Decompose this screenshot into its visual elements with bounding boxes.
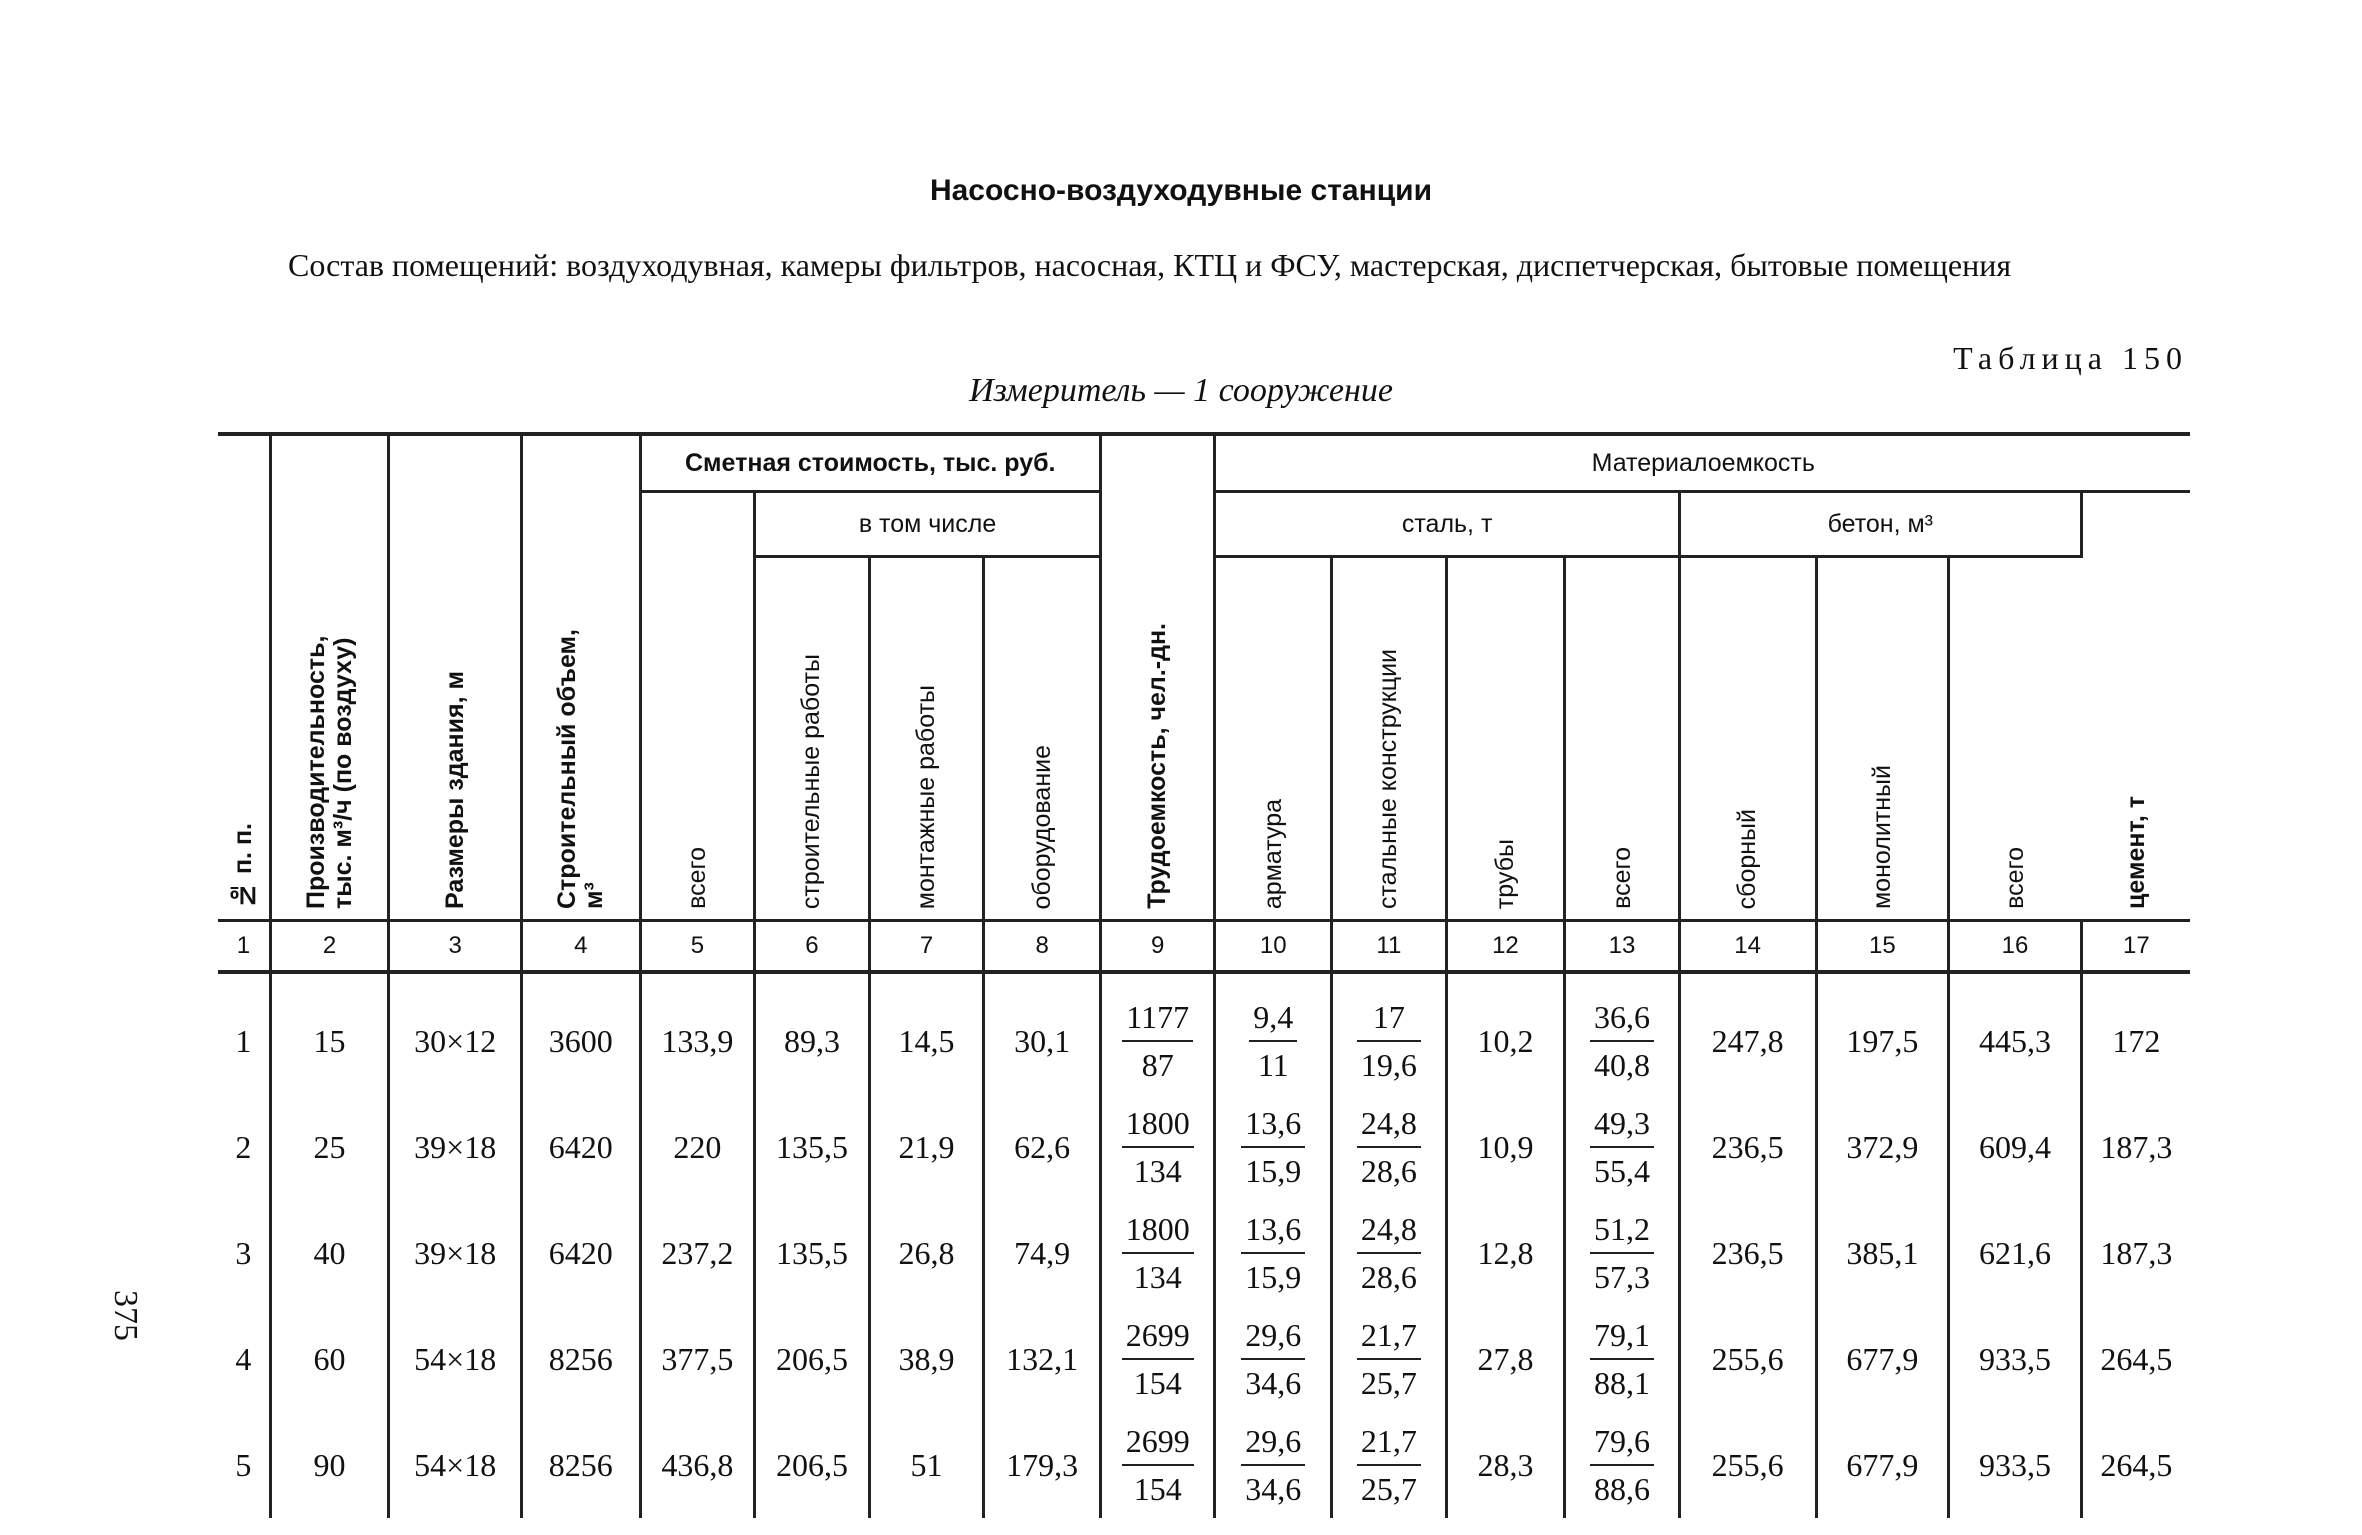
header-monolithic: монолитный xyxy=(1816,557,1949,921)
labor-bottom-value: 154 xyxy=(1133,1471,1182,1507)
table-row xyxy=(218,1306,2190,1412)
column-number: 11 xyxy=(1332,921,1447,973)
cell-equipment: 132,1 xyxy=(984,1306,1101,1412)
steel-structures-bottom-value: 19,6 xyxy=(1360,1047,1417,1083)
cell-construction-works: 89,3 xyxy=(755,972,870,1094)
data-table xyxy=(218,432,2190,1518)
intro-paragraph: Состав помещений: воздуходувная, камеры фильтров, насосная, КТЦ и ФСУ, мастерская, диспетчерская, бытовые помещения xyxy=(288,247,2012,283)
cell-rebar xyxy=(1215,1306,1332,1412)
header-cement: цемент, т xyxy=(2081,492,2190,921)
cell-rebar xyxy=(1215,1200,1332,1306)
rebar-bottom-value: 11 xyxy=(1257,1047,1289,1083)
labor-bottom-value: 134 xyxy=(1133,1259,1182,1295)
cell-monolithic: 372,9 xyxy=(1816,1094,1949,1200)
steel-total-bottom-value: 55,4 xyxy=(1594,1153,1651,1189)
cell-precast: 236,5 xyxy=(1679,1200,1816,1306)
table-row xyxy=(218,1094,2190,1200)
cell-concrete-total: 933,5 xyxy=(1949,1412,2082,1518)
labor-top-value: 1177 xyxy=(1122,994,1193,1042)
cell-steel-structures xyxy=(1332,1412,1447,1518)
cell-steel-structures xyxy=(1332,972,1447,1094)
cell-concrete-total: 933,5 xyxy=(1949,1306,2082,1412)
cell-equipment: 179,3 xyxy=(984,1412,1101,1518)
steel-total-bottom-value: 88,6 xyxy=(1594,1471,1651,1507)
cell-capacity: 40 xyxy=(270,1200,389,1306)
column-number: 1 xyxy=(218,921,270,973)
table-row xyxy=(218,1200,2190,1306)
column-number: 3 xyxy=(389,921,522,973)
cell-pipes: 10,9 xyxy=(1446,1094,1565,1200)
cell-steel-total xyxy=(1565,972,1680,1094)
cell-building-size: 30×12 xyxy=(389,972,522,1094)
cell-steel-total xyxy=(1565,1306,1680,1412)
cell-monolithic: 677,9 xyxy=(1816,1412,1949,1518)
column-number: 17 xyxy=(2081,921,2190,973)
steel-total-top-value: 36,6 xyxy=(1590,994,1654,1042)
cell-pipes: 28,3 xyxy=(1446,1412,1565,1518)
cell-number: 5 xyxy=(218,1412,270,1518)
data-table-wrapper xyxy=(218,432,2190,1518)
header-equipment: оборудование xyxy=(984,557,1101,921)
steel-total-bottom-value: 88,1 xyxy=(1594,1365,1651,1401)
cell-cement: 264,5 xyxy=(2100,1340,2173,1377)
page-number: 375 xyxy=(107,1290,144,1341)
header-pipes: трубы xyxy=(1446,557,1565,921)
column-number: 4 xyxy=(522,921,641,973)
column-number: 15 xyxy=(1816,921,1949,973)
cell-precast: 255,6 xyxy=(1679,1306,1816,1412)
steel-total-top-value: 79,1 xyxy=(1590,1312,1654,1360)
cell-labor xyxy=(1100,1412,1215,1518)
column-number: 9 xyxy=(1100,921,1215,973)
cell-construction-works: 206,5 xyxy=(755,1412,870,1518)
cell-building-size: 54×18 xyxy=(389,1412,522,1518)
cell-rebar xyxy=(1215,1094,1332,1200)
labor-top-value: 2699 xyxy=(1122,1312,1194,1360)
cell-installation-works: 51 xyxy=(869,1412,984,1518)
steel-structures-top-value: 17 xyxy=(1357,994,1421,1042)
cell-building-volume: 8256 xyxy=(522,1412,641,1518)
steel-total-top-value: 79,6 xyxy=(1590,1418,1654,1466)
cell-cost-total: 377,5 xyxy=(640,1306,755,1412)
column-numbers-row xyxy=(218,921,2190,973)
cell-capacity: 90 xyxy=(270,1412,389,1518)
page-title: Насосно-воздуходувные станции xyxy=(929,174,1433,207)
cell-building-size: 54×18 xyxy=(389,1306,522,1412)
column-number: 16 xyxy=(1949,921,2082,973)
cell-installation-works: 14,5 xyxy=(869,972,984,1094)
cell-steel-total xyxy=(1565,1412,1680,1518)
cell-cost-total: 220 xyxy=(640,1094,755,1200)
table-label: Таблица 150 xyxy=(1953,340,2188,376)
cell-cost-total: 133,9 xyxy=(640,972,755,1094)
cell-rebar xyxy=(1215,972,1332,1094)
cell-cost-total: 237,2 xyxy=(640,1200,755,1306)
cell-steel-structures xyxy=(1332,1094,1447,1200)
table-row xyxy=(218,972,2190,1094)
cell-steel-structures xyxy=(1332,1200,1447,1306)
group-estimated-cost: Сметная стоимость, тыс. руб. xyxy=(640,434,1100,492)
cell-building-volume: 6420 xyxy=(522,1200,641,1306)
group-steel: сталь, т xyxy=(1215,492,1679,557)
cell-building-volume: 6420 xyxy=(522,1094,641,1200)
measure-caption: Измеритель — 1 сооружение xyxy=(969,372,1393,409)
cell-building-volume: 3600 xyxy=(522,972,641,1094)
steel-total-bottom-value: 40,8 xyxy=(1594,1047,1651,1083)
cell-labor xyxy=(1100,1306,1215,1412)
labor-top-value: 1800 xyxy=(1122,1206,1194,1254)
steel-structures-top-value: 24,8 xyxy=(1357,1206,1421,1254)
column-number: 14 xyxy=(1679,921,1816,973)
cell-concrete-total: 609,4 xyxy=(1949,1094,2082,1200)
rebar-top-value: 29,6 xyxy=(1241,1312,1305,1360)
steel-total-top-value: 49,3 xyxy=(1590,1100,1654,1148)
cell-number: 3 xyxy=(218,1200,270,1306)
cell-steel-total xyxy=(1565,1094,1680,1200)
labor-top-value: 1800 xyxy=(1122,1100,1194,1148)
header-rebar: арматура xyxy=(1215,557,1332,921)
column-number: 5 xyxy=(640,921,755,973)
labor-bottom-value: 154 xyxy=(1133,1365,1182,1401)
cell-labor xyxy=(1100,972,1215,1094)
cell-building-volume: 8256 xyxy=(522,1306,641,1412)
rebar-bottom-value: 15,9 xyxy=(1245,1153,1302,1189)
labor-bottom-value: 134 xyxy=(1133,1153,1182,1189)
cell-equipment: 30,1 xyxy=(984,972,1101,1094)
steel-total-top-value: 51,2 xyxy=(1590,1206,1654,1254)
group-concrete: бетон, м³ xyxy=(1679,492,2081,557)
header-number: № п. п. xyxy=(218,434,270,921)
header-precast: сборный xyxy=(1679,557,1816,921)
cell-equipment: 74,9 xyxy=(984,1200,1101,1306)
cell-steel-total xyxy=(1565,1200,1680,1306)
cell-labor xyxy=(1100,1094,1215,1200)
steel-structures-bottom-value: 28,6 xyxy=(1360,1259,1417,1295)
cell-pipes: 27,8 xyxy=(1446,1306,1565,1412)
cell-building-size: 39×18 xyxy=(389,1094,522,1200)
cell-steel-structures xyxy=(1332,1306,1447,1412)
cell-cement: 172 xyxy=(2112,1022,2161,1059)
column-number: 7 xyxy=(869,921,984,973)
cell-construction-works: 135,5 xyxy=(755,1200,870,1306)
rebar-top-value: 13,6 xyxy=(1241,1100,1305,1148)
cell-monolithic: 677,9 xyxy=(1816,1306,1949,1412)
steel-structures-bottom-value: 25,7 xyxy=(1360,1471,1417,1507)
cell-monolithic: 197,5 xyxy=(1816,972,1949,1094)
header-concrete-total: всего xyxy=(1949,557,2082,921)
column-number: 10 xyxy=(1215,921,1332,973)
cell-concrete-total: 445,3 xyxy=(1949,972,2082,1094)
cell-precast: 255,6 xyxy=(1679,1412,1816,1518)
table-body xyxy=(218,972,2190,1518)
steel-total-bottom-value: 57,3 xyxy=(1594,1259,1651,1295)
labor-top-value: 2699 xyxy=(1122,1418,1194,1466)
rebar-bottom-value: 34,6 xyxy=(1245,1471,1302,1507)
rebar-bottom-value: 15,9 xyxy=(1245,1259,1302,1295)
column-number: 6 xyxy=(755,921,870,973)
cell-pipes: 12,8 xyxy=(1446,1200,1565,1306)
cell-installation-works: 38,9 xyxy=(869,1306,984,1412)
cell-cement: 187,3 xyxy=(2100,1128,2173,1165)
cell-installation-works: 21,9 xyxy=(869,1094,984,1200)
cell-number: 4 xyxy=(218,1306,270,1412)
cell-capacity: 15 xyxy=(270,972,389,1094)
rebar-top-value: 13,6 xyxy=(1241,1206,1305,1254)
group-including: в том числе xyxy=(755,492,1101,557)
rebar-top-value: 29,6 xyxy=(1241,1418,1305,1466)
header-construction-works: строительные работы xyxy=(755,557,870,921)
cell-concrete-total: 621,6 xyxy=(1949,1200,2082,1306)
steel-structures-top-value: 24,8 xyxy=(1357,1100,1421,1148)
rebar-top-value: 9,4 xyxy=(1249,994,1297,1042)
column-number: 12 xyxy=(1446,921,1565,973)
cell-monolithic: 385,1 xyxy=(1816,1200,1949,1306)
cell-pipes: 10,2 xyxy=(1446,972,1565,1094)
rebar-bottom-value: 34,6 xyxy=(1245,1365,1302,1401)
cell-precast: 236,5 xyxy=(1679,1094,1816,1200)
steel-structures-top-value: 21,7 xyxy=(1357,1418,1421,1466)
header-building-size: Размеры здания, м xyxy=(389,434,522,921)
cell-construction-works: 135,5 xyxy=(755,1094,870,1200)
header-labor: Трудоемкость, чел.-дн. xyxy=(1100,434,1215,921)
cell-equipment: 62,6 xyxy=(984,1094,1101,1200)
cell-cement: 187,3 xyxy=(2100,1234,2173,1271)
cell-building-size: 39×18 xyxy=(389,1200,522,1306)
cell-cost-total: 436,8 xyxy=(640,1412,755,1518)
cell-number: 2 xyxy=(218,1094,270,1200)
header-steel-structures: стальные конструкции xyxy=(1332,557,1447,921)
table-row xyxy=(218,1412,2190,1518)
steel-structures-top-value: 21,7 xyxy=(1357,1312,1421,1360)
header-steel-total: всего xyxy=(1565,557,1680,921)
cell-capacity: 25 xyxy=(270,1094,389,1200)
header-capacity: Производительность, тыс. м³/ч (по воздуху) xyxy=(270,434,389,921)
group-materials: Материалоемкость xyxy=(1215,434,2190,492)
labor-bottom-value: 87 xyxy=(1141,1047,1174,1083)
cell-number: 1 xyxy=(218,972,270,1094)
cell-capacity: 60 xyxy=(270,1306,389,1412)
cell-construction-works: 206,5 xyxy=(755,1306,870,1412)
steel-structures-bottom-value: 28,6 xyxy=(1360,1153,1417,1189)
cell-labor xyxy=(1100,1200,1215,1306)
header-cost-total: всего xyxy=(640,492,755,921)
header-building-volume: Строительный объем, м³ xyxy=(522,434,641,921)
header-installation-works: монтажные работы xyxy=(869,557,984,921)
column-number: 13 xyxy=(1565,921,1680,973)
cell-cement: 264,5 xyxy=(2100,1446,2173,1483)
cell-precast: 247,8 xyxy=(1679,972,1816,1094)
column-number: 8 xyxy=(984,921,1101,973)
steel-structures-bottom-value: 25,7 xyxy=(1360,1365,1417,1401)
cell-installation-works: 26,8 xyxy=(869,1200,984,1306)
column-number: 2 xyxy=(270,921,389,973)
cell-rebar xyxy=(1215,1412,1332,1518)
